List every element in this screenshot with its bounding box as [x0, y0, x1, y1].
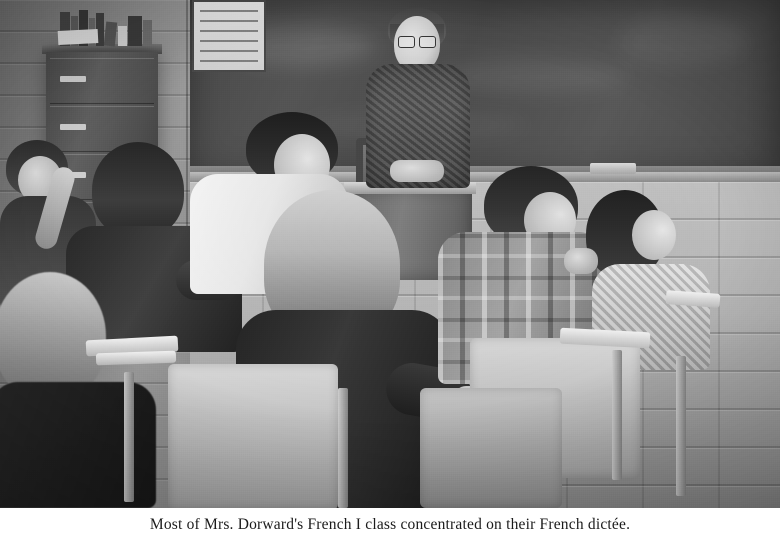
photo-caption: [0, 508, 780, 541]
caption-text: Most of Mrs. Dorward's French I class concentrated on their French dictée.: [149, 515, 631, 533]
